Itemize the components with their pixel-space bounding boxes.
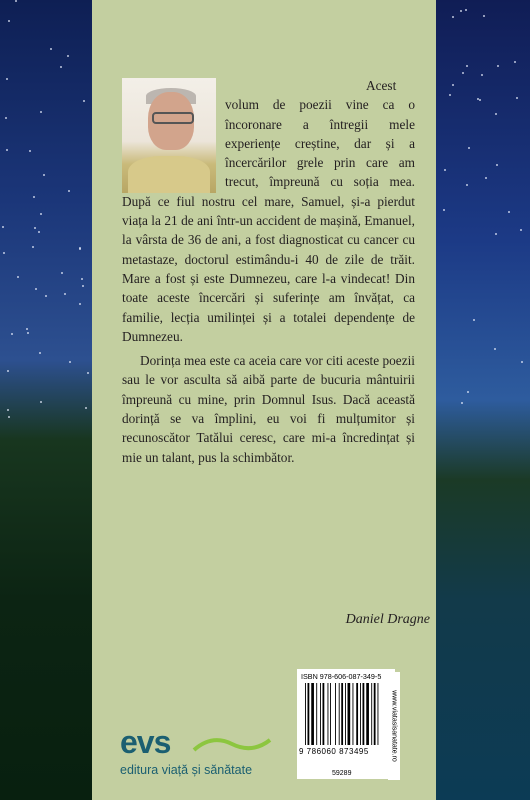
star-dot [7, 409, 9, 411]
star-dot [516, 97, 518, 99]
star-dot [495, 113, 497, 115]
product-code: 59289 [332, 770, 352, 777]
star-dot [82, 285, 84, 287]
star-dot [34, 227, 36, 229]
star-dot [485, 177, 487, 179]
star-dot [466, 184, 468, 186]
star-dot [473, 319, 475, 321]
star-dot [514, 61, 516, 63]
star-dot [467, 391, 469, 393]
body-text [122, 76, 415, 467]
author-signature: Daniel Dragne [345, 612, 430, 627]
star-dot [26, 328, 28, 330]
star-dot [508, 211, 510, 213]
publisher-name: editura viață și sănătate [120, 763, 253, 777]
star-dot [38, 231, 40, 233]
star-dot [481, 74, 483, 76]
barcode-icon [305, 683, 391, 745]
star-dot [461, 402, 463, 404]
star-dot [40, 213, 42, 215]
isbn-digits: 9 786060 873495 [299, 747, 369, 756]
star-dot [452, 84, 454, 86]
logo-swoosh-icon [192, 734, 272, 756]
star-dot [452, 16, 454, 18]
background-night-sky-right [436, 0, 530, 800]
star-dot [495, 233, 497, 235]
star-dot [465, 9, 467, 11]
star-dot [45, 295, 47, 297]
star-dot [7, 370, 9, 372]
star-dot [81, 278, 83, 280]
star-dot [79, 247, 81, 249]
star-dot [17, 276, 19, 278]
star-dot [40, 111, 42, 113]
star-dot [3, 252, 5, 254]
star-dot [64, 293, 66, 295]
star-dot [2, 226, 4, 228]
star-dot [449, 94, 451, 96]
star-dot [68, 190, 70, 192]
publisher-logo [120, 724, 290, 780]
star-dot [462, 72, 464, 74]
isbn-barcode-box [297, 669, 395, 779]
logo-wordmark: evs [120, 724, 171, 760]
star-dot [69, 361, 71, 363]
star-dot [497, 65, 499, 67]
publisher-website: www.viatasisanatate.ro [388, 672, 400, 780]
isbn-label: ISBN 978-606-087-349-5 [301, 672, 382, 681]
paragraph-1: Acest volum de poezii vine ca o încoronare a întregii mele experiențe creștine, dar și a încercărilor grele prin care am trecut, împreună cu soția mea. După ce fiul nostru cel mare, Samuel, și-a pierdut viața la 21 de ani într-un accident de mașină, Emanuel, la vârsta de 36 de ani, a fost diagnosticat cu cancer cu metastaze, doctorul estimându-i 40 de zile de trăit. Mare a fost și este Dumnezeu, care l-a vindecat! Din toate aceste încercări și suferințe am învățat, ca familie, lecția umilinței și a totalei dependențe de Dumnezeu. [122, 78, 415, 344]
background-night-sky-left [0, 0, 92, 800]
star-dot [27, 332, 29, 334]
paragraph-2: Dorința mea este ca aceia care vor citi aceste poezii sau le vor asculta să aibă parte de bucuria mântuirii împreună cu mine, prin Domnul Isus. Dacă această dorință se va împlini, eu voi fi mulțumitor și recunoscător Tatălui ceresc, care mi-a încredințat și mie un talant, pus la schimbător. [122, 353, 415, 465]
